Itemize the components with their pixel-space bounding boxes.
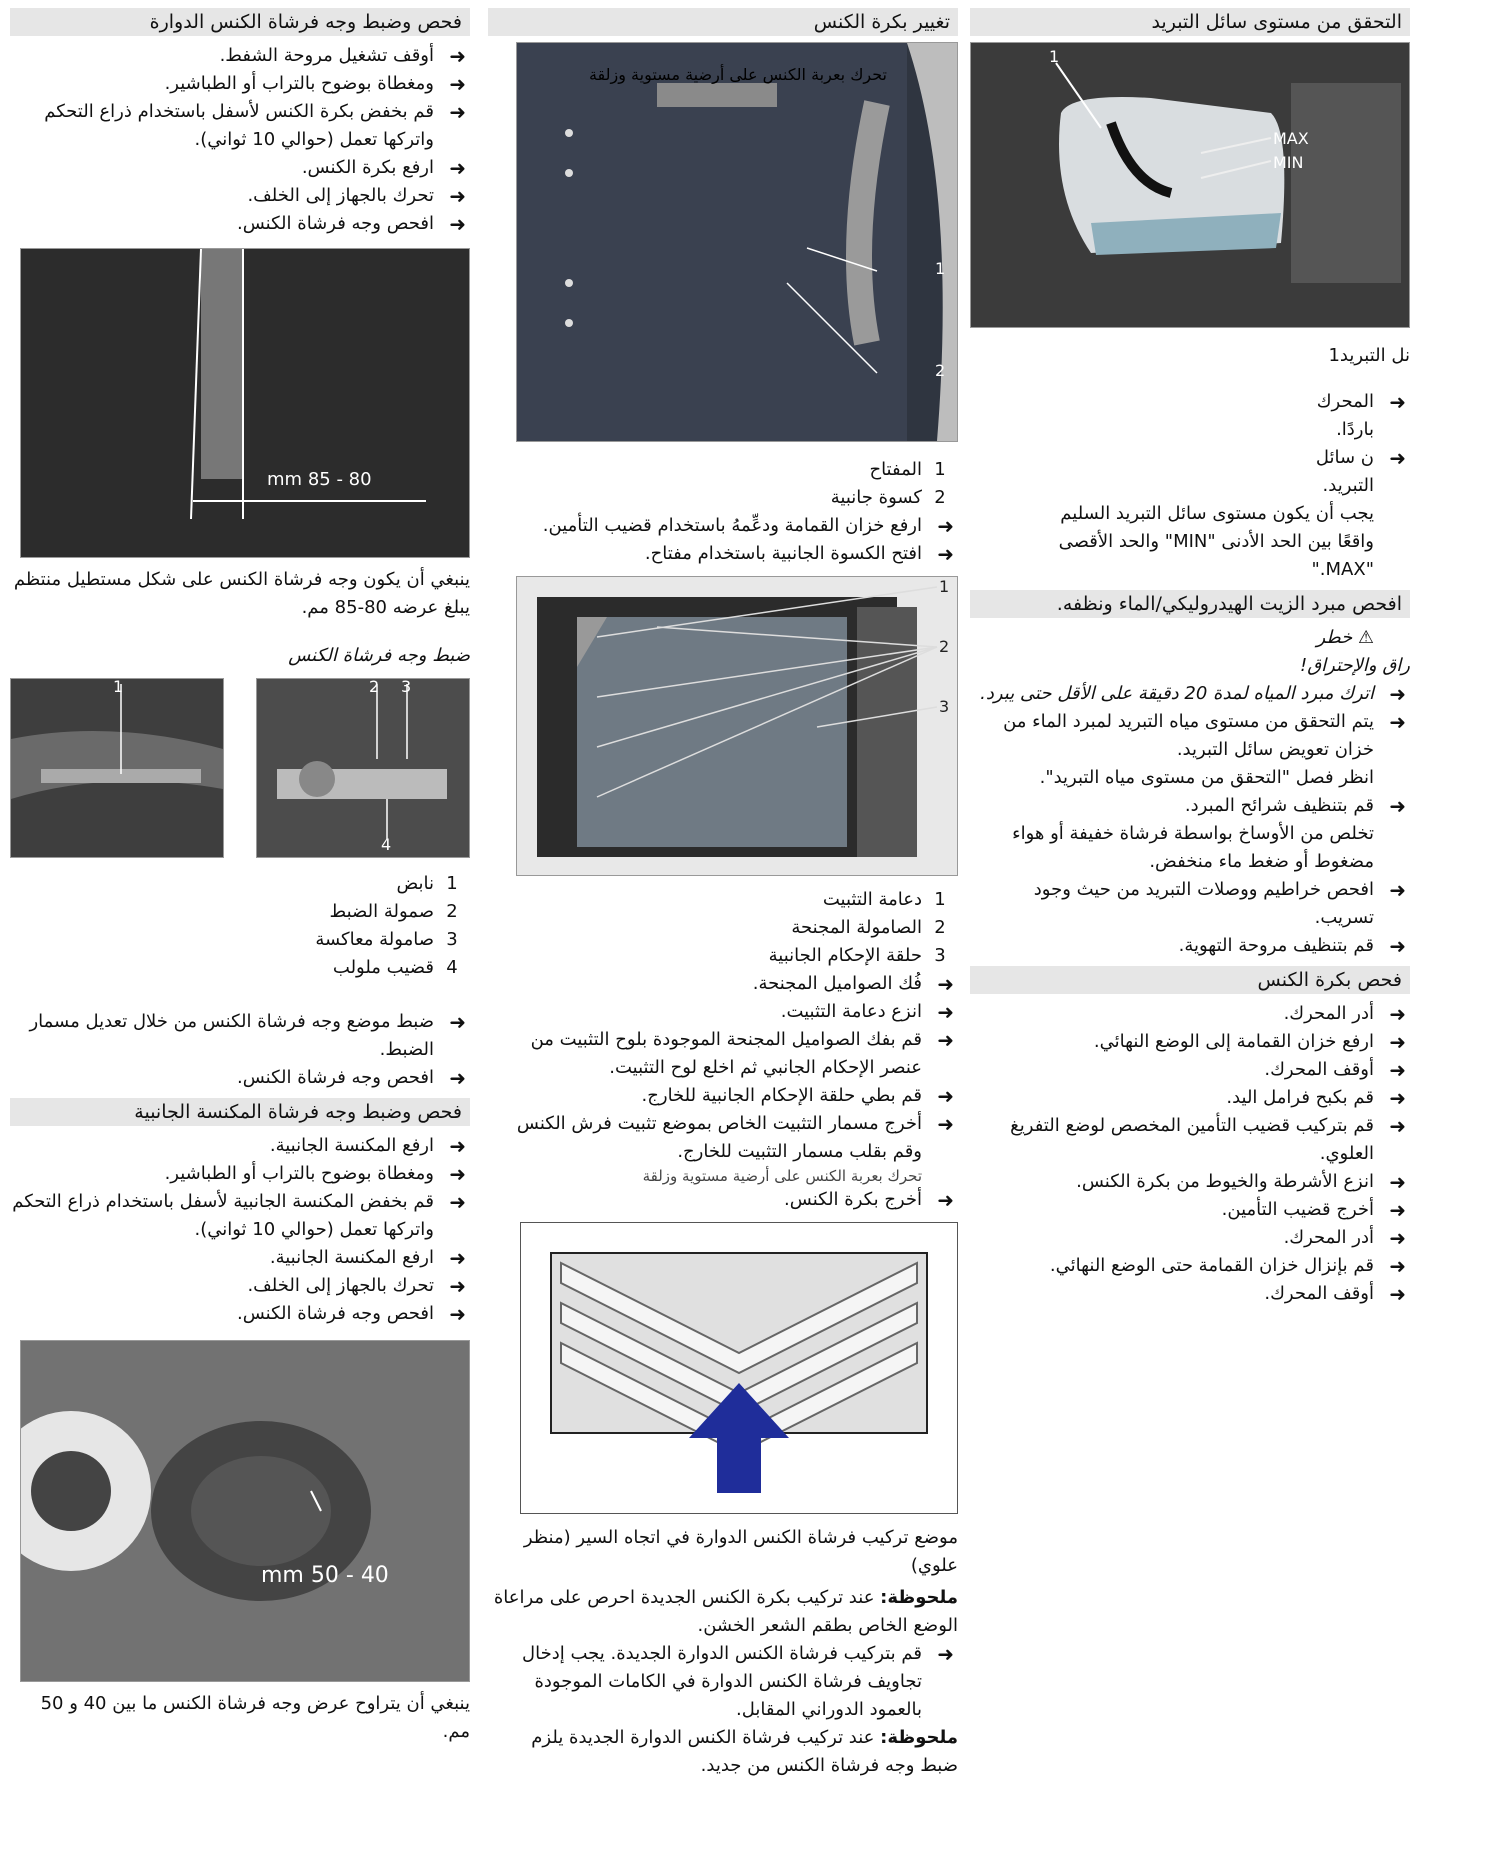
roller-change-step-1: ➜ ارفع خزان القمامة ودعِّمهُ باستخدام قضيب التأمين. xyxy=(542,514,954,538)
coolant-text-3: التبريد. xyxy=(1322,475,1374,496)
cooler-text-2: تخلص من الأوساخ بواسطة فرشاة خفيفة أو هواء مضغوط أو ضغط ماء منخفض. xyxy=(1012,823,1374,872)
coolant-text-5: واقعًا بين الحد الأدنى "MIN" والحد الأقصى xyxy=(1058,531,1374,552)
brush-face-step-4: ➜ ارفع بكرة الكنس. xyxy=(301,156,466,180)
arrow-icon: ➜ xyxy=(1389,710,1406,734)
arrow-icon: ➜ xyxy=(449,1274,466,1298)
arrow-icon: ➜ xyxy=(1389,1086,1406,1110)
seal-ring-illustration xyxy=(517,577,957,875)
arrow-icon: ➜ xyxy=(1389,682,1406,706)
adjust-label-4: 4 xyxy=(381,835,392,854)
side-brush-photo xyxy=(20,1340,470,1682)
arrow-icon: ➜ xyxy=(937,542,954,566)
brush-mount-caption: موضع تركيب فرشاة الكنس الدوارة في اتجاه السير (منظر علوي) xyxy=(523,1527,958,1576)
legend-item: 2 صمولة الضبط xyxy=(329,901,458,922)
brush-face-step-6: ➜ افحص وجه فرشاة الكنس. xyxy=(237,212,466,236)
arrow-icon: ➜ xyxy=(449,1134,466,1158)
legend-item: 2 كسوة جانبية xyxy=(830,487,946,508)
roller-check-step-10: ➜ أوقف المحرك. xyxy=(1264,1282,1406,1306)
arrow-icon: ➜ xyxy=(1389,1170,1406,1194)
arrow-icon: ➜ xyxy=(937,1084,954,1108)
arrow-icon: ➜ xyxy=(449,1010,466,1034)
danger-text: راق والإحتراق! xyxy=(1299,655,1410,676)
arrow-icon: ➜ xyxy=(449,72,466,96)
coolant-label-1: 1 xyxy=(1049,47,1060,66)
column-roller-change xyxy=(488,8,958,1780)
roller-check-step-5: ➜ قم بتركيب قضيب التأمين المخصص لوضع التفريغ العلوي. xyxy=(1010,1114,1406,1164)
arrow-icon: ➜ xyxy=(937,514,954,538)
arrow-icon: ➜ xyxy=(1389,934,1406,958)
legend-item: 1 المفتاح xyxy=(869,459,946,480)
brush-face-step-1: ➜ أوقف تشغيل مروحة الشفط. xyxy=(219,44,466,68)
arrow-icon: ➜ xyxy=(1389,390,1406,414)
side-cover-label-2: 2 xyxy=(935,361,946,380)
side-brush-measure: 40 - 50 mm xyxy=(261,1563,389,1588)
brush-face-step-3: ➜ قم بخفض بكرة الكنس لأسفل باستخدام ذراع التحكم واتركها تعمل (حوالي 10 ثواني). xyxy=(44,100,466,150)
cooler-text-1: انظر فصل "التحقق من مستوى مياه التبريد". xyxy=(1039,767,1374,788)
side-cover-photo xyxy=(516,42,958,442)
brush-adjust-step-2: ➜ افحص وجه فرشاة الكنس. xyxy=(237,1066,466,1090)
coolant-label-max: MAX xyxy=(1273,129,1309,148)
side-brush-step-4: ➜ ارفع المكنسة الجانبية. xyxy=(269,1246,466,1270)
arrow-icon: ➜ xyxy=(1389,1030,1406,1054)
brush-face-measure: 80 - 85 mm xyxy=(267,469,372,490)
roller-check-step-9: ➜ قم بإنزال خزان القمامة حتى الوضع النهائي. xyxy=(1049,1254,1406,1278)
roller-change-step-8: ➜ أخرج بكرة الكنس. xyxy=(784,1188,954,1212)
roller-change-step-2: ➜ افتح الكسوة الجانبية باستخدام مفتاح. xyxy=(644,542,954,566)
roller-change-step-3: ➜ فُك الصواميل المجنحة. xyxy=(752,972,954,996)
roller-check-step-8: ➜ أدر المحرك. xyxy=(1283,1226,1406,1250)
cooler-step-5: ➜ قم بتنظيف مروحة التهوية. xyxy=(1178,934,1406,958)
roller-change-step-7: ➜ أخرج مسمار التثبيت الخاص بموضع تثبيت فرش الكنس وقم بقلب مسمار التثبيت للخارج. xyxy=(516,1112,954,1162)
legend-item: 3 صامولة معاكسة xyxy=(315,929,458,950)
side-brush-text-1: ومغطاة بوضوح بالتراب أو الطباشير. xyxy=(164,1163,434,1184)
side-brush-step-3: ➜ قم بخفض المكنسة الجانبية لأسفل باستخدام ذراع التحكم واتركها تعمل (حوالي 10 ثواني). xyxy=(12,1190,466,1240)
arrow-icon: ➜ xyxy=(1389,1254,1406,1278)
cooler-step-4: ➜ افحص خراطيم ووصلات التبريد من حيث وجود تسريب. xyxy=(1033,878,1406,928)
roller-change-overlay-2: تحرك بعربة الكنس على أرضية مستوية وزلقة xyxy=(642,1167,922,1185)
note-2: ملحوظة: عند تركيب فرشاة الكنس الدوارة الجديدة يلزم ضبط وجه فرشاة الكنس من جديد. xyxy=(531,1727,958,1776)
section-heading-brush-face: فحص وضبط وجه فرشاة الكنس الدوارة xyxy=(10,8,470,36)
section-heading-cooler: افحص مبرد الزيت الهيدروليكي/الماء ونظفه. xyxy=(970,590,1410,618)
cooler-step-1: ➜ اترك مبرد المياه لمدة 20 دقيقة على الأقل حتى يبرد. xyxy=(980,682,1406,706)
roller-check-step-2: ➜ ارفع خزان القمامة إلى الوضع النهائي. xyxy=(1093,1030,1406,1054)
coolant-label-min: MIN xyxy=(1273,153,1304,172)
column-coolant xyxy=(970,8,1410,1308)
side-cover-overlay-text: تحرك بعربة الكنس على أرضية مستوية وزلقة xyxy=(588,65,887,84)
arrow-icon: ➜ xyxy=(1389,1282,1406,1306)
arrow-icon: ➜ xyxy=(1389,1002,1406,1026)
side-brush-illustration xyxy=(21,1341,469,1681)
roller-change-step-4: ➜ انزع دعامة التثبيت. xyxy=(780,1000,954,1024)
side-brush-step-5: ➜ تحرك بالجهاز إلى الخلف. xyxy=(247,1274,466,1298)
arrow-icon: ➜ xyxy=(1389,1198,1406,1222)
brush-face-photo xyxy=(20,248,470,558)
roller-check-step-6: ➜ انزع الأشرطة والخيوط من بكرة الكنس. xyxy=(1076,1170,1406,1194)
seal-ring-label-3: 3 xyxy=(939,697,950,716)
arrow-icon: ➜ xyxy=(449,1066,466,1090)
arrow-icon: ➜ xyxy=(1389,1114,1406,1138)
arrow-icon: ➜ xyxy=(449,100,466,124)
note-1: ملحوظة: عند تركيب بكرة الكنس الجديدة احرص على مراعاة الوضع الخاص بطقم الشعر الخشن. xyxy=(493,1587,958,1636)
section-heading-roller-check: فحص بكرة الكنس xyxy=(970,966,1410,994)
arrow-icon: ➜ xyxy=(937,1000,954,1024)
brush-adjust-subheading: ضبط وجه فرشاة الكنس xyxy=(288,645,470,666)
side-cover-illustration xyxy=(517,43,957,441)
adjust-photo-left xyxy=(256,678,470,858)
coolant-step-2: ➜ ن سائل xyxy=(1315,446,1406,470)
brush-face-text-1: ومغطاة بوضوح بالتراب أو الطباشير. xyxy=(164,73,434,94)
coolant-tank-illustration xyxy=(971,43,1409,327)
arrow-icon: ➜ xyxy=(1389,794,1406,818)
arrow-icon: ➜ xyxy=(449,1190,466,1214)
roller-check-step-3: ➜ أوقف المحرك. xyxy=(1264,1058,1406,1082)
section-heading-side-brush: فحص وضبط وجه فرشاة المكنسة الجانبية xyxy=(10,1098,470,1126)
side-cover-label-1: 1 xyxy=(935,259,946,278)
column-brush-face xyxy=(10,8,470,1746)
section-heading-roller-change: تغيير بكرة الكنس xyxy=(488,8,958,36)
danger-label: ⚠ خطر xyxy=(1316,627,1374,648)
arrow-icon: ➜ xyxy=(449,212,466,236)
arrow-icon: ➜ xyxy=(449,156,466,180)
adjust-label-2: 2 xyxy=(369,678,380,696)
arrow-icon: ➜ xyxy=(1389,1226,1406,1250)
seal-ring-label-2: 2 xyxy=(939,637,950,656)
arrow-icon: ➜ xyxy=(937,1028,954,1052)
roller-check-step-7: ➜ أخرج قضيب التأمين. xyxy=(1221,1198,1406,1222)
brush-face-text-2: ينبغي أن يكون وجه فرشاة الكنس على شكل مستطيل منتظم يبلغ عرضه 80-85 مم. xyxy=(13,569,470,618)
arrow-icon: ➜ xyxy=(937,1188,954,1212)
arrow-icon: ➜ xyxy=(1389,446,1406,470)
legend-item: 1 دعامة التثبيت xyxy=(822,889,946,910)
coolant-text-1: نل التبريد1 xyxy=(1328,345,1410,366)
roller-change-step-5: ➜ قم بفك الصواميل المجنحة الموجودة بلوح التثبيت من عنصر الإحكام الجانبي ثم اخلع لوح التثبيت. xyxy=(530,1028,954,1078)
adjust-photo-left-illustration xyxy=(257,679,469,857)
seal-ring-photo xyxy=(516,576,958,876)
brush-face-step-5: ➜ تحرك بالجهاز إلى الخلف. xyxy=(247,184,466,208)
roller-check-step-1: ➜ أدر المحرك. xyxy=(1283,1002,1406,1026)
brush-mount-diagram xyxy=(520,1222,958,1514)
arrow-icon: ➜ xyxy=(1389,878,1406,902)
adjust-label-3: 3 xyxy=(401,678,412,696)
arrow-icon: ➜ xyxy=(1389,1058,1406,1082)
cooler-step-2: ➜ يتم التحقق من مستوى مياه التبريد لمبرد الماء من خزان تعويض سائل التبريد. xyxy=(1003,710,1406,760)
cooler-step-3: ➜ قم بتنظيف شرائح المبرد. xyxy=(1184,794,1406,818)
adjust-photo-right xyxy=(10,678,224,858)
arrow-icon: ➜ xyxy=(449,1246,466,1270)
roller-change-step-6: ➜ قم بطي حلقة الإحكام الجانبية للخارج. xyxy=(641,1084,954,1108)
arrow-icon: ➜ xyxy=(937,1112,954,1136)
side-brush-step-1: ➜ ارفع المكنسة الجانبية. xyxy=(269,1134,466,1158)
brush-face-illustration xyxy=(21,249,469,557)
side-brush-step-6: ➜ افحص وجه فرشاة الكنس. xyxy=(237,1302,466,1326)
adjust-photos xyxy=(10,678,470,858)
roller-check-step-4: ➜ قم بكبح فرامل اليد. xyxy=(1226,1086,1406,1110)
roller-change-step-9: ➜ قم بتركيب فرشاة الكنس الدوارة الجديدة. يجب إدخال تجاويف فرشاة الكنس الدوارة في الكامات الموجودة بالعمود الدوراني المقابل. xyxy=(522,1642,954,1720)
arrow-icon: ➜ xyxy=(937,972,954,996)
adjust-label-1: 1 xyxy=(113,678,124,696)
arrow-icon: ➜ xyxy=(449,1302,466,1326)
coolant-tank-photo xyxy=(970,42,1410,328)
side-brush-text-2: ينبغي أن يتراوح عرض وجه فرشاة الكنس ما بين 40 و 50 مم. xyxy=(40,1693,470,1742)
legend-item: 3 حلقة الإحكام الجانبية xyxy=(768,945,946,966)
coolant-text-6: "MAX." xyxy=(1311,559,1374,580)
legend-item: 4 قضيب ملولب xyxy=(332,957,458,978)
seal-ring-label-1: 1 xyxy=(939,577,950,596)
adjust-photo-right-illustration xyxy=(11,679,223,857)
coolant-text-2: باردًا. xyxy=(1336,419,1374,440)
legend-item: 1 نابض xyxy=(396,873,458,894)
legend-item: 2 الصامولة المجنحة xyxy=(791,917,946,938)
coolant-text-4: يجب أن يكون مستوى سائل التبريد السليم xyxy=(1060,503,1374,524)
arrow-icon: ➜ xyxy=(449,44,466,68)
coolant-step-1: ➜ المحرك xyxy=(1316,390,1406,414)
arrow-icon: ➜ xyxy=(449,184,466,208)
brush-mount-illustration xyxy=(521,1223,957,1513)
arrow-icon: ➜ xyxy=(937,1642,954,1666)
arrow-icon: ➜ xyxy=(449,1162,466,1186)
section-heading-coolant: التحقق من مستوى سائل التبريد xyxy=(970,8,1410,36)
brush-adjust-step-1: ➜ ضبط موضع وجه فرشاة الكنس من خلال تعديل مسمار الضبط. xyxy=(29,1010,466,1060)
